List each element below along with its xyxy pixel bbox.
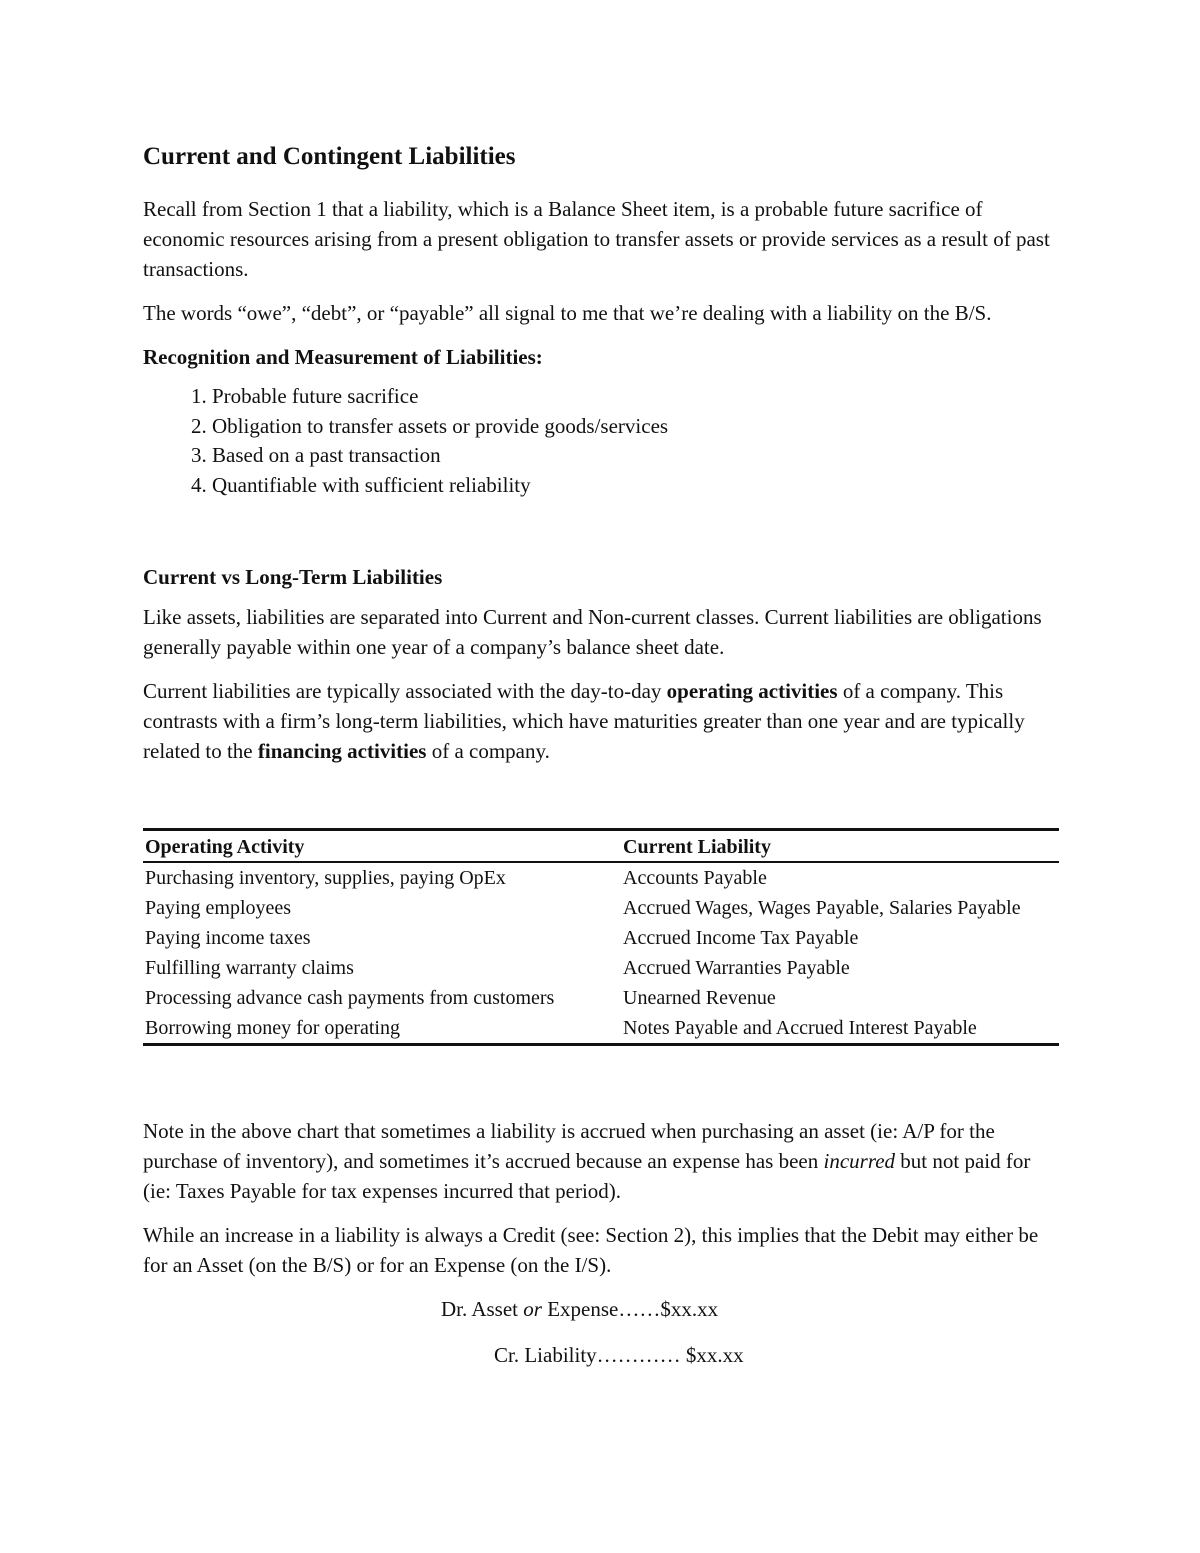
financing-activities-emphasis: financing activities [257,739,427,763]
table-cell: Paying income taxes [145,927,311,949]
current-vs-long-paragraph-1: Like assets, liabilities are separated into Current and Non-current classes. Current liabilities are obligations generally payable within one year of a company’s balance sheet date. [143,605,1042,659]
table-header-row [143,830,1059,863]
table-cell: Accrued Wages, Wages Payable, Salaries Payable [623,897,1021,919]
text-run: Expense……$xx.xx [541,1297,719,1321]
operating-activities-emphasis: operating activities [666,679,838,703]
table-row [143,923,1059,953]
notes-paragraph-1 [143,1116,1061,1206]
text-run: of a company. This contrasts with a firm’s long-term liabilities, which have maturities greater than one year and are typically related to the [143,679,1025,763]
credit-line: Cr. Liability………… $xx.xx [494,1343,744,1367]
intro-paragraph-2: The words “owe”, “debt”, or “payable” all signal to me that we’re dealing with a liability on the B/S. [143,301,992,325]
table-cell: Paying employees [145,897,292,919]
table-cell: Fulfilling warranty claims [145,957,354,979]
text-run: Note in the above chart that sometimes a liability is accrued when purchasing an asset (ie: A/P for the purchase of inventory), and sometimes it’s accrued because an expense has been [143,1119,995,1173]
table-row [143,983,1059,1013]
table-cell: Unearned Revenue [623,987,776,1009]
recognition-list [143,382,1061,500]
column-header: Current Liability [623,836,771,858]
list-item: 3. Based on a past transaction [212,441,1061,471]
list-item: 1. Probable future sacrifice [212,382,1061,412]
list-item: 2. Obligation to transfer assets or provide goods/services [212,412,1061,442]
column-header: Operating Activity [145,836,305,858]
text-run: of a company. [426,739,550,763]
debit-line [441,1294,718,1324]
current-vs-long-paragraph-2 [143,676,1061,766]
text-run: Current liabilities are typically associated with the day-to-day [143,679,667,703]
document-page [143,140,1061,1384]
table-cell: Accrued Income Tax Payable [623,927,859,949]
table-cell: Processing advance cash payments from customers [145,987,555,1009]
incurred-emphasis: incurred [823,1149,896,1173]
page-title: Current and Contingent Liabilities [143,143,516,170]
table-cell: Purchasing inventory, supplies, paying OpEx [145,867,506,889]
list-item: 4. Quantifiable with sufficient reliability [212,471,1061,501]
text-run: Dr. Asset [441,1297,524,1321]
journal-entry [143,1294,1061,1384]
table-row [143,862,1059,893]
text-run: but not paid for (ie: Taxes Payable for tax expenses incurred that period). [143,1149,1031,1203]
table-cell: Accrued Warranties Payable [623,957,850,979]
table-row [143,1013,1059,1045]
notes-paragraph-2: While an increase in a liability is always a Credit (see: Section 2), this implies that the Debit may either be for an Asset (on the B/S) or for an Expense (on the I/S). [143,1223,1039,1277]
table-cell: Borrowing money for operating [145,1017,400,1039]
table-cell: Accounts Payable [623,867,767,889]
activity-liability-table [143,828,1059,1046]
or-emphasis: or [523,1297,542,1321]
table-row [143,893,1059,923]
intro-paragraph-1: Recall from Section 1 that a liability, which is a Balance Sheet item, is a probable future sacrifice of economic resources arising from a present obligation to transfer assets or provide services as a result of past transactions. [143,197,1050,281]
table-cell: Notes Payable and Accrued Interest Payable [623,1017,977,1039]
table-row [143,953,1059,983]
current-vs-long-heading: Current vs Long-Term Liabilities [143,565,443,589]
recognition-heading: Recognition and Measurement of Liabilities: [143,345,543,369]
